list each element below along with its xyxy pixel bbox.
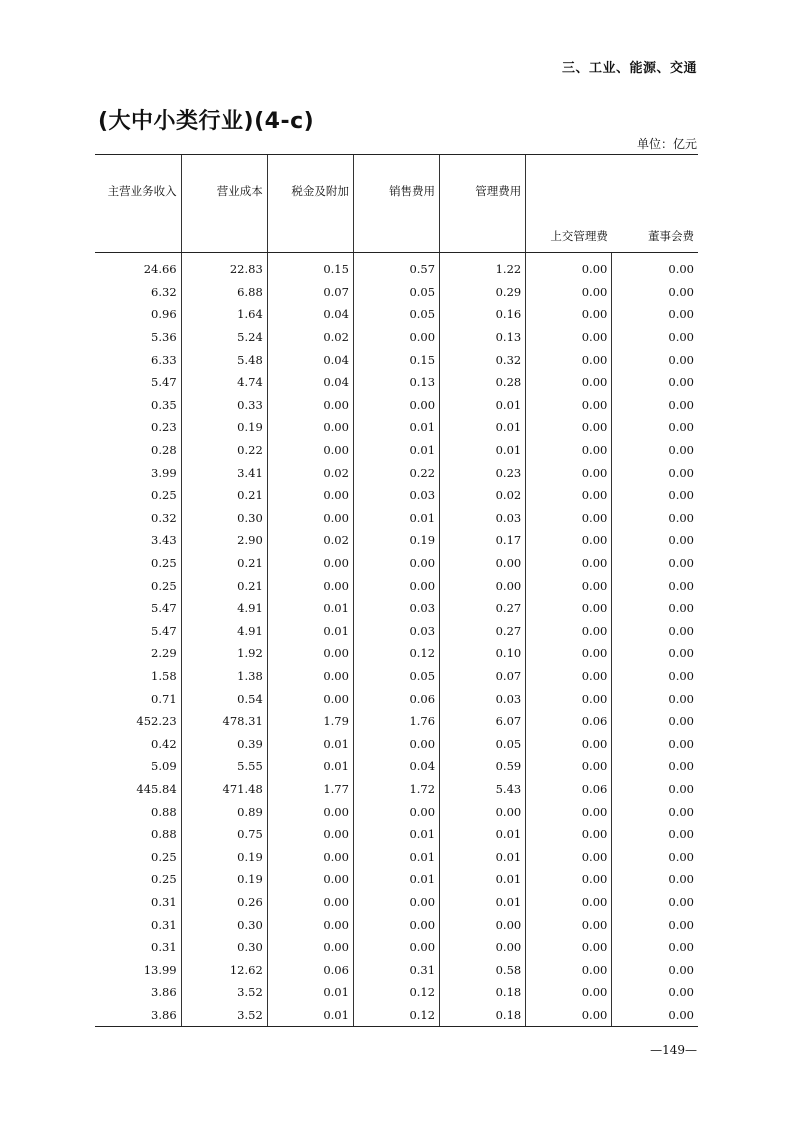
table-row — [95, 484, 698, 507]
cell-taxes-surcharges: 0.01 — [267, 981, 353, 1004]
cell-selling-expenses: 0.03 — [353, 597, 439, 620]
cell-taxes-surcharges: 0.01 — [267, 755, 353, 778]
cell-main-revenue: 6.32 — [151, 284, 177, 299]
cell-management-fee-paid: 0.00 — [526, 597, 612, 620]
cell-admin-expenses: 0.03 — [440, 507, 526, 530]
cell-operating-cost: 1.64 — [181, 303, 267, 326]
cell-taxes-surcharges: 1.77 — [267, 778, 353, 801]
cell-taxes-surcharges: 0.00 — [267, 891, 353, 914]
cell-main-revenue: 0.88 — [151, 827, 177, 842]
cell-main-revenue: 0.25 — [151, 488, 177, 503]
table-row — [95, 253, 698, 281]
cell-management-fee-paid: 0.00 — [526, 620, 612, 643]
cell-admin-expenses: 0.01 — [440, 823, 526, 846]
cell-taxes-surcharges: 0.00 — [267, 936, 353, 959]
cell-admin-expenses: 0.59 — [440, 755, 526, 778]
cell-operating-cost: 0.26 — [181, 891, 267, 914]
cell-management-fee-paid: 0.00 — [526, 416, 612, 439]
cell-selling-expenses: 0.00 — [353, 800, 439, 823]
cell-main-revenue: 0.25 — [151, 872, 177, 887]
cell-admin-expenses: 0.27 — [440, 620, 526, 643]
cell-admin-expenses: 0.00 — [440, 913, 526, 936]
cell-selling-expenses: 0.13 — [353, 371, 439, 394]
cell-board-fee: 0.00 — [612, 326, 698, 349]
cell-main-revenue: 0.25 — [151, 849, 177, 864]
cell-management-fee-paid: 0.00 — [526, 303, 612, 326]
cell-operating-cost: 3.52 — [181, 1004, 267, 1027]
cell-taxes-surcharges: 0.00 — [267, 665, 353, 688]
cell-taxes-surcharges: 0.00 — [267, 642, 353, 665]
table-row — [95, 732, 698, 755]
cell-operating-cost: 0.30 — [181, 913, 267, 936]
cell-main-revenue: 6.33 — [151, 352, 177, 367]
cell-management-fee-paid: 0.00 — [526, 665, 612, 688]
cell-taxes-surcharges: 0.00 — [267, 552, 353, 575]
cell-taxes-surcharges: 0.00 — [267, 800, 353, 823]
cell-management-fee-paid: 0.00 — [526, 371, 612, 394]
cell-selling-expenses: 0.31 — [353, 958, 439, 981]
cell-operating-cost: 0.54 — [181, 687, 267, 710]
cell-selling-expenses: 0.01 — [353, 416, 439, 439]
cell-selling-expenses: 1.72 — [353, 778, 439, 801]
cell-board-fee: 0.00 — [612, 845, 698, 868]
cell-board-fee: 0.00 — [612, 597, 698, 620]
cell-operating-cost: 6.88 — [181, 281, 267, 304]
cell-admin-expenses: 1.22 — [440, 253, 526, 281]
cell-management-fee-paid: 0.00 — [526, 868, 612, 891]
table-row — [95, 394, 698, 417]
cell-taxes-surcharges: 0.00 — [267, 507, 353, 530]
cell-taxes-surcharges: 0.02 — [267, 326, 353, 349]
cell-main-revenue: 0.35 — [151, 397, 177, 412]
cell-selling-expenses: 0.05 — [353, 281, 439, 304]
cell-operating-cost: 0.22 — [181, 439, 267, 462]
cell-main-revenue: 5.47 — [151, 375, 177, 390]
table-row — [95, 597, 698, 620]
cell-taxes-surcharges: 0.02 — [267, 529, 353, 552]
cell-selling-expenses: 0.01 — [353, 823, 439, 846]
cell-operating-cost: 22.83 — [181, 253, 267, 281]
table-row — [95, 823, 698, 846]
cell-management-fee-paid: 0.00 — [526, 958, 612, 981]
cell-main-revenue: 3.43 — [151, 533, 177, 548]
cell-management-fee-paid: 0.00 — [526, 1004, 612, 1027]
cell-management-fee-paid: 0.00 — [526, 732, 612, 755]
table-row — [95, 665, 698, 688]
cell-operating-cost: 1.38 — [181, 665, 267, 688]
table-row — [95, 778, 698, 801]
table-row — [95, 574, 698, 597]
cell-main-revenue: 3.99 — [151, 465, 177, 480]
cell-management-fee-paid: 0.00 — [526, 981, 612, 1004]
cell-main-revenue: 0.28 — [151, 443, 177, 458]
cell-admin-expenses: 0.01 — [440, 416, 526, 439]
cell-admin-expenses: 0.01 — [440, 845, 526, 868]
cell-admin-expenses: 0.10 — [440, 642, 526, 665]
table-row — [95, 800, 698, 823]
cell-operating-cost: 0.89 — [181, 800, 267, 823]
column-header-operating-cost: 营业成本 — [181, 155, 267, 253]
cell-main-revenue: 2.29 — [151, 646, 177, 661]
cell-selling-expenses: 0.19 — [353, 529, 439, 552]
column-header-admin-expenses: 管理费用 — [440, 155, 526, 253]
cell-taxes-surcharges: 0.02 — [267, 461, 353, 484]
cell-admin-expenses: 0.58 — [440, 958, 526, 981]
cell-taxes-surcharges: 0.01 — [267, 1004, 353, 1027]
cell-operating-cost: 4.91 — [181, 620, 267, 643]
cell-management-fee-paid: 0.00 — [526, 891, 612, 914]
cell-admin-expenses: 0.16 — [440, 303, 526, 326]
column-header-taxes-surcharges: 税金及附加 — [267, 155, 353, 253]
table-row — [95, 281, 698, 304]
cell-taxes-surcharges: 0.04 — [267, 348, 353, 371]
cell-main-revenue: 5.47 — [151, 601, 177, 616]
cell-board-fee: 0.00 — [612, 687, 698, 710]
table-row — [95, 642, 698, 665]
cell-management-fee-paid: 0.00 — [526, 913, 612, 936]
cell-management-fee-paid: 0.00 — [526, 823, 612, 846]
cell-board-fee: 0.00 — [612, 394, 698, 417]
cell-management-fee-paid: 0.00 — [526, 326, 612, 349]
cell-board-fee: 0.00 — [612, 755, 698, 778]
cell-management-fee-paid: 0.00 — [526, 755, 612, 778]
cell-main-revenue: 0.25 — [151, 556, 177, 571]
cell-operating-cost: 0.19 — [181, 416, 267, 439]
cell-board-fee: 0.00 — [612, 913, 698, 936]
cell-board-fee: 0.00 — [612, 958, 698, 981]
cell-management-fee-paid: 0.00 — [526, 800, 612, 823]
cell-admin-expenses: 0.27 — [440, 597, 526, 620]
cell-admin-expenses: 0.13 — [440, 326, 526, 349]
cell-selling-expenses: 0.00 — [353, 936, 439, 959]
cell-management-fee-paid: 0.00 — [526, 461, 612, 484]
cell-main-revenue: 0.31 — [151, 940, 177, 955]
table-row — [95, 416, 698, 439]
cell-management-fee-paid: 0.00 — [526, 529, 612, 552]
cell-operating-cost: 0.21 — [181, 552, 267, 575]
section-header: 三、工业、能源、交通 — [561, 61, 697, 76]
cell-selling-expenses: 0.00 — [353, 732, 439, 755]
table-row — [95, 552, 698, 575]
table-header-row — [95, 155, 698, 253]
cell-management-fee-paid: 0.00 — [526, 484, 612, 507]
cell-board-fee: 0.00 — [612, 981, 698, 1004]
cell-taxes-surcharges: 0.00 — [267, 484, 353, 507]
cell-selling-expenses: 0.00 — [353, 891, 439, 914]
cell-selling-expenses: 0.00 — [353, 913, 439, 936]
cell-management-fee-paid: 0.00 — [526, 507, 612, 530]
cell-selling-expenses: 0.15 — [353, 348, 439, 371]
cell-operating-cost: 478.31 — [181, 710, 267, 733]
cell-management-fee-paid: 0.00 — [526, 281, 612, 304]
cell-operating-cost: 0.19 — [181, 845, 267, 868]
cell-main-revenue: 0.96 — [151, 307, 177, 322]
cell-management-fee-paid: 0.00 — [526, 552, 612, 575]
cell-operating-cost: 0.75 — [181, 823, 267, 846]
cell-board-fee: 0.00 — [612, 868, 698, 891]
cell-admin-expenses: 0.17 — [440, 529, 526, 552]
cell-admin-expenses: 0.01 — [440, 394, 526, 417]
cell-main-revenue: 5.36 — [151, 330, 177, 345]
cell-selling-expenses: 0.12 — [353, 1004, 439, 1027]
table-row — [95, 303, 698, 326]
column-header-board-fee: 董事会费 — [612, 155, 698, 253]
cell-operating-cost: 471.48 — [181, 778, 267, 801]
cell-operating-cost: 0.39 — [181, 732, 267, 755]
cell-main-revenue: 3.86 — [151, 985, 177, 1000]
cell-admin-expenses: 0.18 — [440, 981, 526, 1004]
cell-taxes-surcharges: 0.00 — [267, 868, 353, 891]
cell-selling-expenses: 0.00 — [353, 326, 439, 349]
cell-board-fee: 0.00 — [612, 800, 698, 823]
cell-taxes-surcharges: 0.00 — [267, 439, 353, 462]
cell-operating-cost: 0.30 — [181, 936, 267, 959]
cell-taxes-surcharges: 0.00 — [267, 416, 353, 439]
cell-board-fee: 0.00 — [612, 823, 698, 846]
cell-board-fee: 0.00 — [612, 620, 698, 643]
cell-operating-cost: 4.74 — [181, 371, 267, 394]
cell-admin-expenses: 0.18 — [440, 1004, 526, 1027]
table-row — [95, 529, 698, 552]
cell-board-fee: 0.00 — [612, 710, 698, 733]
cell-main-revenue: 0.23 — [151, 420, 177, 435]
table-row — [95, 1004, 698, 1027]
cell-main-revenue: 445.84 — [136, 781, 177, 796]
table-row — [95, 981, 698, 1004]
cell-selling-expenses: 0.05 — [353, 303, 439, 326]
cell-management-fee-paid: 0.06 — [526, 778, 612, 801]
data-table — [95, 154, 698, 1027]
cell-management-fee-paid: 0.00 — [526, 845, 612, 868]
cell-taxes-surcharges: 1.79 — [267, 710, 353, 733]
cell-operating-cost: 1.92 — [181, 642, 267, 665]
cell-board-fee: 0.00 — [612, 371, 698, 394]
cell-main-revenue: 0.32 — [151, 510, 177, 525]
cell-board-fee: 0.00 — [612, 303, 698, 326]
cell-operating-cost: 0.21 — [181, 484, 267, 507]
cell-taxes-surcharges: 0.00 — [267, 394, 353, 417]
cell-taxes-surcharges: 0.00 — [267, 913, 353, 936]
cell-board-fee: 0.00 — [612, 416, 698, 439]
table-row — [95, 913, 698, 936]
cell-operating-cost: 0.33 — [181, 394, 267, 417]
table-row — [95, 507, 698, 530]
cell-admin-expenses: 0.00 — [440, 936, 526, 959]
cell-board-fee: 0.00 — [612, 439, 698, 462]
cell-selling-expenses: 0.01 — [353, 439, 439, 462]
cell-selling-expenses: 0.03 — [353, 484, 439, 507]
cell-admin-expenses: 5.43 — [440, 778, 526, 801]
cell-board-fee: 0.00 — [612, 552, 698, 575]
cell-admin-expenses: 0.01 — [440, 868, 526, 891]
cell-main-revenue: 0.42 — [151, 736, 177, 751]
cell-main-revenue: 0.25 — [151, 578, 177, 593]
cell-management-fee-paid: 0.00 — [526, 394, 612, 417]
table-row — [95, 348, 698, 371]
cell-board-fee: 0.00 — [612, 1004, 698, 1027]
table-row — [95, 936, 698, 959]
cell-taxes-surcharges: 0.00 — [267, 687, 353, 710]
cell-selling-expenses: 0.01 — [353, 868, 439, 891]
cell-main-revenue: 452.23 — [136, 714, 177, 729]
cell-admin-expenses: 0.07 — [440, 665, 526, 688]
cell-main-revenue: 0.31 — [151, 894, 177, 909]
cell-management-fee-paid: 0.00 — [526, 348, 612, 371]
cell-admin-expenses: 0.32 — [440, 348, 526, 371]
cell-taxes-surcharges: 0.01 — [267, 597, 353, 620]
cell-board-fee: 0.00 — [612, 732, 698, 755]
cell-board-fee: 0.00 — [612, 461, 698, 484]
cell-operating-cost: 3.52 — [181, 981, 267, 1004]
cell-admin-expenses: 0.29 — [440, 281, 526, 304]
cell-main-revenue: 0.88 — [151, 804, 177, 819]
cell-admin-expenses: 0.01 — [440, 891, 526, 914]
cell-admin-expenses: 0.00 — [440, 800, 526, 823]
cell-main-revenue: 0.31 — [151, 917, 177, 932]
cell-taxes-surcharges: 0.15 — [267, 253, 353, 281]
table-row — [95, 891, 698, 914]
cell-main-revenue: 13.99 — [143, 962, 177, 977]
cell-taxes-surcharges: 0.01 — [267, 732, 353, 755]
cell-selling-expenses: 0.01 — [353, 845, 439, 868]
cell-selling-expenses: 0.05 — [353, 665, 439, 688]
cell-management-fee-paid: 0.06 — [526, 710, 612, 733]
table-row — [95, 958, 698, 981]
cell-board-fee: 0.00 — [612, 253, 698, 281]
table-row — [95, 620, 698, 643]
table-row — [95, 461, 698, 484]
cell-taxes-surcharges: 0.06 — [267, 958, 353, 981]
unit-label: 单位：亿元 — [636, 137, 697, 151]
cell-board-fee: 0.00 — [612, 507, 698, 530]
cell-admin-expenses: 0.05 — [440, 732, 526, 755]
table-row — [95, 687, 698, 710]
cell-board-fee: 0.00 — [612, 891, 698, 914]
cell-taxes-surcharges: 0.04 — [267, 371, 353, 394]
cell-board-fee: 0.00 — [612, 574, 698, 597]
cell-management-fee-paid: 0.00 — [526, 936, 612, 959]
cell-operating-cost: 0.21 — [181, 574, 267, 597]
table-row — [95, 755, 698, 778]
cell-management-fee-paid: 0.00 — [526, 642, 612, 665]
cell-main-revenue: 3.86 — [95, 1004, 181, 1027]
cell-taxes-surcharges: 0.07 — [267, 281, 353, 304]
cell-selling-expenses: 0.01 — [353, 507, 439, 530]
cell-admin-expenses: 0.01 — [440, 439, 526, 462]
cell-board-fee: 0.00 — [612, 348, 698, 371]
table-row — [95, 439, 698, 462]
cell-board-fee: 0.00 — [612, 665, 698, 688]
cell-selling-expenses: 0.00 — [353, 574, 439, 597]
cell-board-fee: 0.00 — [612, 281, 698, 304]
cell-operating-cost: 5.55 — [181, 755, 267, 778]
cell-main-revenue: 1.58 — [151, 668, 177, 683]
cell-selling-expenses: 0.12 — [353, 642, 439, 665]
cell-taxes-surcharges: 0.04 — [267, 303, 353, 326]
cell-operating-cost: 4.91 — [181, 597, 267, 620]
cell-taxes-surcharges: 0.00 — [267, 845, 353, 868]
cell-selling-expenses: 0.03 — [353, 620, 439, 643]
page-number: —149— — [650, 1043, 697, 1057]
cell-selling-expenses: 0.06 — [353, 687, 439, 710]
cell-selling-expenses: 1.76 — [353, 710, 439, 733]
cell-board-fee: 0.00 — [612, 642, 698, 665]
cell-admin-expenses: 0.02 — [440, 484, 526, 507]
cell-management-fee-paid: 0.00 — [526, 687, 612, 710]
cell-operating-cost: 2.90 — [181, 529, 267, 552]
cell-taxes-surcharges: 0.00 — [267, 823, 353, 846]
cell-admin-expenses: 0.00 — [440, 552, 526, 575]
column-header-management-fee-paid: 上交管理费 — [526, 155, 612, 253]
cell-taxes-surcharges: 0.00 — [267, 574, 353, 597]
cell-management-fee-paid: 0.00 — [526, 253, 612, 281]
cell-taxes-surcharges: 0.01 — [267, 620, 353, 643]
column-header-main-revenue: 主营业务收入 — [95, 155, 181, 253]
cell-board-fee: 0.00 — [612, 778, 698, 801]
cell-management-fee-paid: 0.00 — [526, 439, 612, 462]
cell-selling-expenses: 0.12 — [353, 981, 439, 1004]
table-title: (大中小类行业)(4-c) — [98, 109, 315, 134]
cell-operating-cost: 5.48 — [181, 348, 267, 371]
table-row — [95, 326, 698, 349]
cell-selling-expenses: 0.57 — [353, 253, 439, 281]
cell-board-fee: 0.00 — [612, 936, 698, 959]
column-header-selling-expenses: 销售费用 — [353, 155, 439, 253]
cell-operating-cost: 3.41 — [181, 461, 267, 484]
cell-main-revenue: 5.47 — [151, 623, 177, 638]
cell-main-revenue: 0.71 — [151, 691, 177, 706]
cell-selling-expenses: 0.00 — [353, 552, 439, 575]
cell-admin-expenses: 0.03 — [440, 687, 526, 710]
table-row — [95, 710, 698, 733]
cell-board-fee: 0.00 — [612, 529, 698, 552]
cell-operating-cost: 0.30 — [181, 507, 267, 530]
cell-main-revenue: 5.09 — [151, 759, 177, 774]
cell-selling-expenses: 0.00 — [353, 394, 439, 417]
cell-management-fee-paid: 0.00 — [526, 574, 612, 597]
cell-board-fee: 0.00 — [612, 484, 698, 507]
table-body — [95, 253, 698, 1027]
cell-admin-expenses: 0.23 — [440, 461, 526, 484]
cell-main-revenue: 24.66 — [143, 262, 177, 277]
cell-admin-expenses: 6.07 — [440, 710, 526, 733]
table-row — [95, 845, 698, 868]
cell-operating-cost: 12.62 — [181, 958, 267, 981]
table-row — [95, 371, 698, 394]
cell-selling-expenses: 0.04 — [353, 755, 439, 778]
cell-admin-expenses: 0.28 — [440, 371, 526, 394]
cell-admin-expenses: 0.00 — [440, 574, 526, 597]
table-row — [95, 868, 698, 891]
cell-operating-cost: 5.24 — [181, 326, 267, 349]
cell-selling-expenses: 0.22 — [353, 461, 439, 484]
cell-operating-cost: 0.19 — [181, 868, 267, 891]
